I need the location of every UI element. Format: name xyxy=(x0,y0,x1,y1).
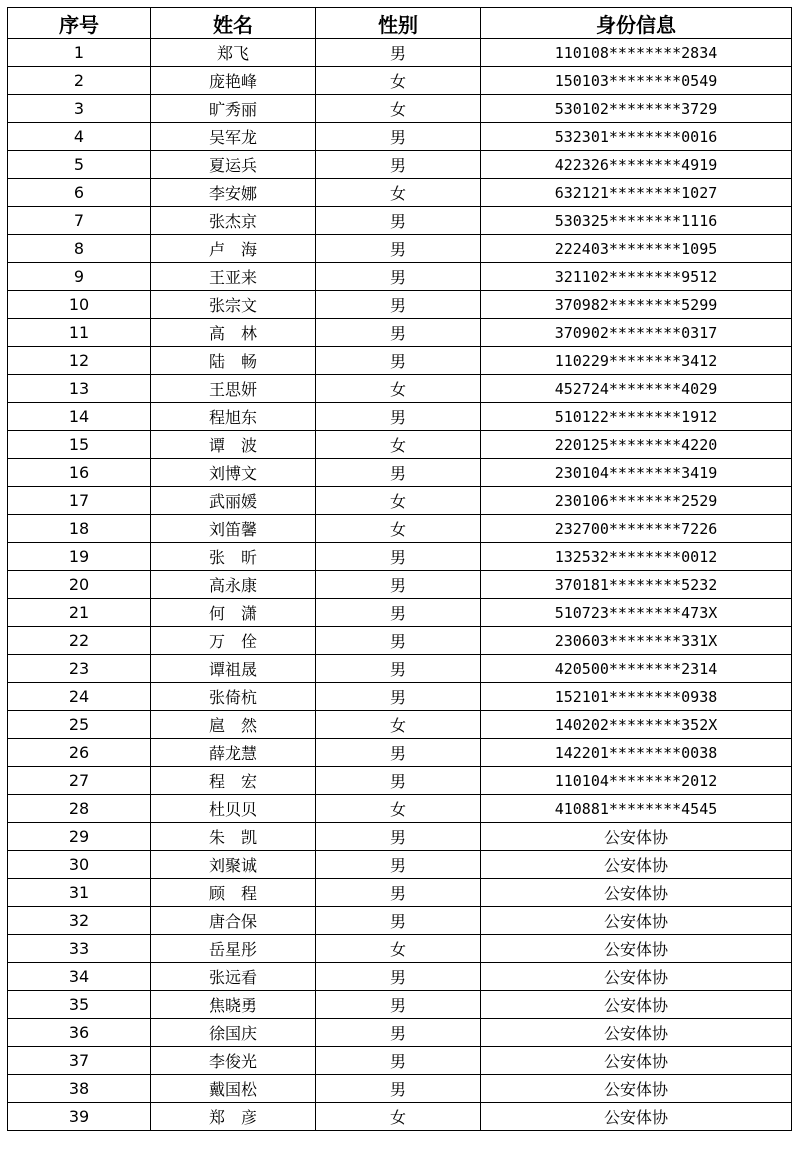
cell-id-info: 公安体协 xyxy=(481,963,792,991)
cell-id-info: 110229********3412 xyxy=(481,347,792,375)
cell-gender: 女 xyxy=(316,67,481,95)
cell-number: 20 xyxy=(8,571,151,599)
cell-number: 30 xyxy=(8,851,151,879)
cell-id-info: 420500********2314 xyxy=(481,655,792,683)
cell-id-info: 110104********2012 xyxy=(481,767,792,795)
table-row xyxy=(8,67,792,95)
table-row xyxy=(8,151,792,179)
cell-id-info: 632121********1027 xyxy=(481,179,792,207)
cell-gender: 男 xyxy=(316,207,481,235)
cell-id-info: 152101********0938 xyxy=(481,683,792,711)
table-row xyxy=(8,823,792,851)
header-row xyxy=(8,8,792,39)
cell-name: 扈 然 xyxy=(151,711,316,739)
cell-name: 唐合保 xyxy=(151,907,316,935)
cell-id-info: 230603********331X xyxy=(481,627,792,655)
column-header-gender: 性别 xyxy=(316,8,481,39)
cell-id-info: 530325********1116 xyxy=(481,207,792,235)
cell-id-info: 370982********5299 xyxy=(481,291,792,319)
cell-name: 程旭东 xyxy=(151,403,316,431)
cell-number: 14 xyxy=(8,403,151,431)
cell-gender: 男 xyxy=(316,571,481,599)
cell-gender: 男 xyxy=(316,851,481,879)
cell-gender: 男 xyxy=(316,1019,481,1047)
table-row xyxy=(8,879,792,907)
table-row xyxy=(8,179,792,207)
cell-name: 何 潇 xyxy=(151,599,316,627)
cell-id-info: 230106********2529 xyxy=(481,487,792,515)
cell-number: 28 xyxy=(8,795,151,823)
table-row xyxy=(8,347,792,375)
cell-number: 7 xyxy=(8,207,151,235)
cell-id-info: 公安体协 xyxy=(481,823,792,851)
table-row xyxy=(8,263,792,291)
cell-gender: 男 xyxy=(316,879,481,907)
cell-number: 24 xyxy=(8,683,151,711)
cell-name: 薛龙慧 xyxy=(151,739,316,767)
cell-number: 12 xyxy=(8,347,151,375)
cell-number: 31 xyxy=(8,879,151,907)
cell-name: 万 佺 xyxy=(151,627,316,655)
cell-gender: 男 xyxy=(316,823,481,851)
cell-gender: 男 xyxy=(316,291,481,319)
cell-gender: 男 xyxy=(316,655,481,683)
table-row xyxy=(8,1019,792,1047)
cell-id-info: 公安体协 xyxy=(481,1075,792,1103)
cell-gender: 女 xyxy=(316,487,481,515)
cell-gender: 男 xyxy=(316,39,481,67)
cell-name: 王亚来 xyxy=(151,263,316,291)
cell-number: 17 xyxy=(8,487,151,515)
cell-id-info: 公安体协 xyxy=(481,1047,792,1075)
table-row xyxy=(8,627,792,655)
cell-id-info: 222403********1095 xyxy=(481,235,792,263)
cell-id-info: 公安体协 xyxy=(481,907,792,935)
table-row xyxy=(8,571,792,599)
cell-number: 16 xyxy=(8,459,151,487)
cell-name: 陆 畅 xyxy=(151,347,316,375)
cell-number: 13 xyxy=(8,375,151,403)
cell-id-info: 142201********0038 xyxy=(481,739,792,767)
table-row xyxy=(8,711,792,739)
cell-gender: 男 xyxy=(316,459,481,487)
cell-gender: 男 xyxy=(316,543,481,571)
cell-id-info: 321102********9512 xyxy=(481,263,792,291)
cell-gender: 女 xyxy=(316,711,481,739)
cell-name: 刘博文 xyxy=(151,459,316,487)
cell-gender: 男 xyxy=(316,1075,481,1103)
cell-name: 李俊光 xyxy=(151,1047,316,1075)
cell-id-info: 公安体协 xyxy=(481,879,792,907)
cell-gender: 男 xyxy=(316,627,481,655)
cell-id-info: 110108********2834 xyxy=(481,39,792,67)
cell-gender: 女 xyxy=(316,515,481,543)
cell-name: 李安娜 xyxy=(151,179,316,207)
cell-gender: 女 xyxy=(316,1103,481,1131)
cell-id-info: 220125********4220 xyxy=(481,431,792,459)
cell-name: 程 宏 xyxy=(151,767,316,795)
cell-id-info: 230104********3419 xyxy=(481,459,792,487)
table-row xyxy=(8,459,792,487)
cell-number: 29 xyxy=(8,823,151,851)
cell-gender: 女 xyxy=(316,795,481,823)
table-row xyxy=(8,487,792,515)
column-header-name: 姓名 xyxy=(151,8,316,39)
cell-gender: 男 xyxy=(316,123,481,151)
cell-number: 5 xyxy=(8,151,151,179)
table-row xyxy=(8,683,792,711)
table-row xyxy=(8,851,792,879)
cell-id-info: 452724********4029 xyxy=(481,375,792,403)
cell-number: 34 xyxy=(8,963,151,991)
cell-name: 郑飞 xyxy=(151,39,316,67)
cell-id-info: 公安体协 xyxy=(481,935,792,963)
cell-name: 顾 程 xyxy=(151,879,316,907)
cell-number: 6 xyxy=(8,179,151,207)
cell-number: 9 xyxy=(8,263,151,291)
table-row xyxy=(8,907,792,935)
cell-number: 10 xyxy=(8,291,151,319)
cell-number: 21 xyxy=(8,599,151,627)
cell-number: 26 xyxy=(8,739,151,767)
cell-name: 夏运兵 xyxy=(151,151,316,179)
cell-name: 张 昕 xyxy=(151,543,316,571)
table-row xyxy=(8,739,792,767)
cell-gender: 男 xyxy=(316,347,481,375)
cell-number: 23 xyxy=(8,655,151,683)
cell-name: 高 林 xyxy=(151,319,316,347)
table-row xyxy=(8,403,792,431)
cell-name: 张杰京 xyxy=(151,207,316,235)
cell-id-info: 532301********0016 xyxy=(481,123,792,151)
cell-id-info: 150103********0549 xyxy=(481,67,792,95)
cell-id-info: 公安体协 xyxy=(481,991,792,1019)
table-row xyxy=(8,963,792,991)
cell-number: 3 xyxy=(8,95,151,123)
cell-id-info: 370902********0317 xyxy=(481,319,792,347)
cell-name: 张倚杭 xyxy=(151,683,316,711)
cell-name: 郑 彦 xyxy=(151,1103,316,1131)
cell-number: 32 xyxy=(8,907,151,935)
table-row xyxy=(8,291,792,319)
cell-name: 徐国庆 xyxy=(151,1019,316,1047)
column-header-id-info: 身份信息 xyxy=(481,8,792,39)
table-row xyxy=(8,935,792,963)
cell-id-info: 510122********1912 xyxy=(481,403,792,431)
cell-id-info: 370181********5232 xyxy=(481,571,792,599)
cell-gender: 女 xyxy=(316,935,481,963)
table-row xyxy=(8,655,792,683)
cell-name: 岳星彤 xyxy=(151,935,316,963)
table-row xyxy=(8,95,792,123)
cell-name: 庞艳峰 xyxy=(151,67,316,95)
table-row xyxy=(8,235,792,263)
cell-id-info: 132532********0012 xyxy=(481,543,792,571)
cell-gender: 男 xyxy=(316,1047,481,1075)
cell-gender: 男 xyxy=(316,963,481,991)
table-row xyxy=(8,431,792,459)
cell-number: 35 xyxy=(8,991,151,1019)
cell-name: 卢 海 xyxy=(151,235,316,263)
cell-number: 27 xyxy=(8,767,151,795)
cell-name: 王思妍 xyxy=(151,375,316,403)
cell-id-info: 公安体协 xyxy=(481,1103,792,1131)
table-row xyxy=(8,1047,792,1075)
table-row xyxy=(8,991,792,1019)
column-header-number: 序号 xyxy=(8,8,151,39)
cell-number: 2 xyxy=(8,67,151,95)
cell-gender: 女 xyxy=(316,431,481,459)
cell-gender: 男 xyxy=(316,739,481,767)
cell-id-info: 232700********7226 xyxy=(481,515,792,543)
cell-name: 刘聚诚 xyxy=(151,851,316,879)
cell-name: 谭祖晟 xyxy=(151,655,316,683)
table-row xyxy=(8,39,792,67)
cell-number: 15 xyxy=(8,431,151,459)
table-row xyxy=(8,375,792,403)
cell-number: 11 xyxy=(8,319,151,347)
cell-name: 吴军龙 xyxy=(151,123,316,151)
cell-gender: 男 xyxy=(316,991,481,1019)
cell-name: 杜贝贝 xyxy=(151,795,316,823)
cell-number: 1 xyxy=(8,39,151,67)
cell-name: 旷秀丽 xyxy=(151,95,316,123)
cell-number: 38 xyxy=(8,1075,151,1103)
cell-gender: 女 xyxy=(316,179,481,207)
cell-id-info: 410881********4545 xyxy=(481,795,792,823)
table-row xyxy=(8,1075,792,1103)
cell-number: 39 xyxy=(8,1103,151,1131)
cell-id-info: 公安体协 xyxy=(481,1019,792,1047)
table-row xyxy=(8,1103,792,1131)
cell-name: 谭 波 xyxy=(151,431,316,459)
cell-id-info: 510723********473X xyxy=(481,599,792,627)
cell-gender: 男 xyxy=(316,907,481,935)
cell-id-info: 公安体协 xyxy=(481,851,792,879)
cell-id-info: 140202********352X xyxy=(481,711,792,739)
cell-number: 18 xyxy=(8,515,151,543)
table-row xyxy=(8,319,792,347)
table-row xyxy=(8,543,792,571)
cell-name: 焦晓勇 xyxy=(151,991,316,1019)
cell-gender: 男 xyxy=(316,319,481,347)
cell-number: 22 xyxy=(8,627,151,655)
cell-gender: 男 xyxy=(316,767,481,795)
table-row xyxy=(8,767,792,795)
cell-name: 武丽媛 xyxy=(151,487,316,515)
cell-gender: 女 xyxy=(316,375,481,403)
cell-number: 25 xyxy=(8,711,151,739)
table-row xyxy=(8,515,792,543)
cell-gender: 男 xyxy=(316,263,481,291)
cell-name: 高永康 xyxy=(151,571,316,599)
cell-gender: 女 xyxy=(316,95,481,123)
cell-gender: 男 xyxy=(316,151,481,179)
table-row xyxy=(8,599,792,627)
cell-name: 朱 凯 xyxy=(151,823,316,851)
cell-number: 4 xyxy=(8,123,151,151)
cell-gender: 男 xyxy=(316,599,481,627)
cell-number: 19 xyxy=(8,543,151,571)
cell-gender: 男 xyxy=(316,235,481,263)
roster-table xyxy=(7,7,792,1131)
cell-number: 37 xyxy=(8,1047,151,1075)
table-row xyxy=(8,207,792,235)
cell-id-info: 530102********3729 xyxy=(481,95,792,123)
table-row xyxy=(8,123,792,151)
cell-gender: 男 xyxy=(316,683,481,711)
cell-name: 戴国松 xyxy=(151,1075,316,1103)
table-row xyxy=(8,795,792,823)
cell-id-info: 422326********4919 xyxy=(481,151,792,179)
cell-number: 33 xyxy=(8,935,151,963)
cell-name: 张宗文 xyxy=(151,291,316,319)
cell-number: 36 xyxy=(8,1019,151,1047)
cell-name: 刘笛馨 xyxy=(151,515,316,543)
cell-gender: 男 xyxy=(316,403,481,431)
cell-name: 张远看 xyxy=(151,963,316,991)
cell-number: 8 xyxy=(8,235,151,263)
